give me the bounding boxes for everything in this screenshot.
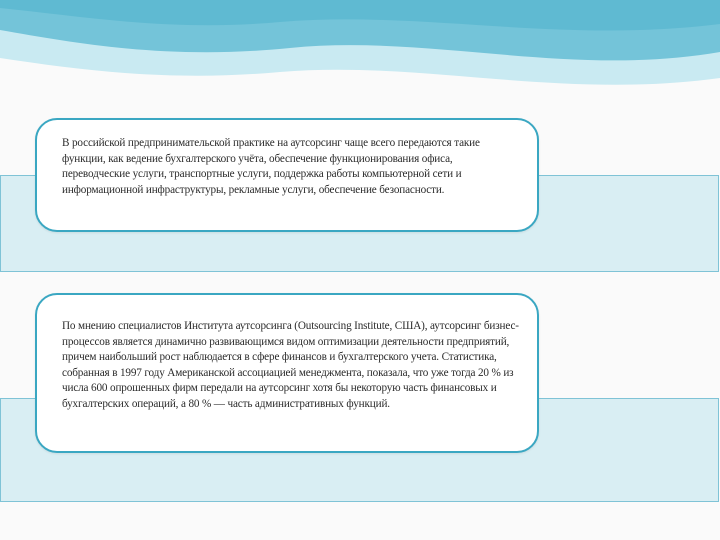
text-card-2 bbox=[35, 293, 539, 453]
card-2-text: По мнению специалистов Института аутсорсинга (Outsourcing Institute, США), аутсорсинг бизнес-процессов является динамично развивающимся видом оптимизации деятельности предприятий, причем наибольший рост наблюдается в сфере финансов и бухгалтерского учета. Статистика, собранная в 1997 году Американской ассоциацией менеджмента, показала, что уже тогда 20 % из числа 600 опрошенных фирм передали на аутсорсинг хотя бы некоторую часть финансовых и бухгалтерских операций, а 80 % — часть административных функций. bbox=[62, 320, 519, 410]
text-card-1 bbox=[35, 118, 539, 232]
decorative-wave-header bbox=[0, 0, 720, 110]
card-1-text: В российской предпринимательской практике на аутсорсинг чаще всего передаются такие функции, как ведение бухгалтерского учёта, обеспечение функционирования офиса, переводческие услуги, транспортные услуги, поддержка работы компьютерной сети и информационной инфраструктуры, рекламные услуги, обеспечение безопасности. bbox=[62, 137, 480, 196]
